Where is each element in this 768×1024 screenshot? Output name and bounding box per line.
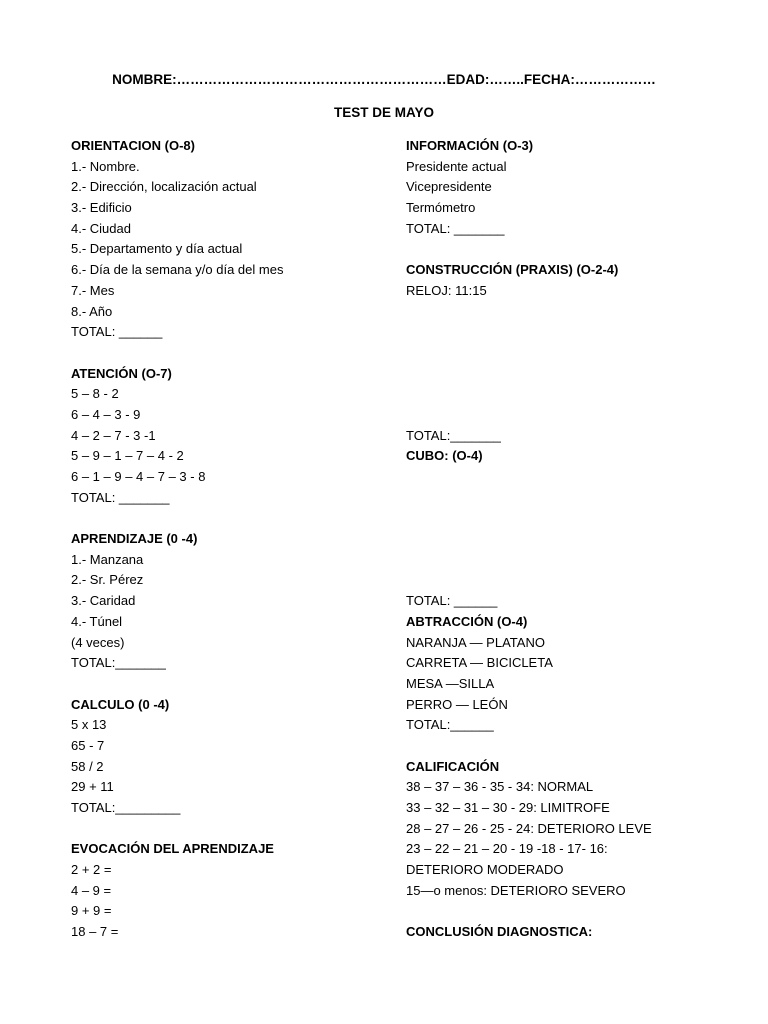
left-line: 5.- Departamento y día actual (71, 241, 243, 257)
left-line: 4.- Túnel (71, 613, 123, 629)
left-line (71, 819, 391, 840)
left-line: 5 – 9 – 1 – 7 – 4 - 2 (71, 448, 184, 464)
left-line: 5 x 13 (71, 717, 107, 733)
left-line: TOTAL:_________ (71, 800, 181, 815)
right-section-heading: CALIFICACIÓN (406, 758, 500, 774)
left-line (71, 674, 391, 695)
right-line: MESA —SILLA (406, 675, 495, 691)
right-line: 28 – 27 – 26 - 25 - 24: DETERIORO LEVE (406, 820, 652, 836)
right-line (406, 550, 746, 571)
right-line: TOTAL: ______ (406, 593, 498, 609)
left-section-heading: EVOCACIÓN DEL APRENDIZAJE (71, 841, 274, 857)
left-line: 5 – 8 - 2 (71, 386, 119, 402)
left-line: TOTAL: _______ (71, 489, 170, 505)
right-line (406, 508, 746, 529)
right-line (406, 488, 746, 509)
right-line: PERRO — LEÓN (406, 696, 508, 712)
right-section-heading: ABTRACCIÓN (O-4) (406, 613, 528, 629)
left-line: 7.- Mes (71, 282, 115, 298)
left-line: TOTAL: ______ (71, 324, 163, 340)
right-line: 38 – 37 – 36 - 35 - 34: NORMAL (406, 779, 594, 795)
left-line: 29 + 11 (71, 779, 114, 795)
right-line: TOTAL: _______ (406, 220, 505, 236)
right-column (406, 136, 746, 943)
left-line: 4 – 9 = (71, 882, 112, 898)
right-line: DETERIORO MODERADO (406, 862, 564, 878)
right-line: 33 – 32 – 31 – 30 - 29: LIMITROFE (406, 800, 610, 815)
left-line: 2.- Sr. Pérez (71, 572, 144, 588)
right-line (406, 239, 746, 260)
right-line (406, 405, 746, 426)
right-line (406, 570, 746, 591)
left-line: 8.- Año (71, 303, 113, 319)
left-line: 9 + 9 = (71, 903, 112, 919)
left-line: 58 / 2 (71, 758, 104, 774)
right-line (406, 322, 746, 343)
right-line: Termómetro (406, 200, 476, 216)
left-section-heading: ORIENTACION (O-8) (71, 138, 195, 153)
left-line: 4 – 2 – 7 - 3 -1 (71, 427, 156, 443)
right-line (406, 736, 746, 757)
left-line (71, 508, 391, 529)
right-line: Vicepresidente (406, 179, 492, 195)
header-fields-line: NOMBRE:……………………………………………………EDAD:……..FECHA:……………… (112, 72, 656, 87)
left-line: 2.- Dirección, localización actual (71, 179, 257, 195)
left-line: 1.- Nombre. (71, 158, 140, 174)
right-section-heading: INFORMACIÓN (O-3) (406, 138, 534, 153)
right-line (406, 343, 746, 364)
left-section-heading: APRENDIZAJE (0 -4) (71, 531, 198, 547)
right-line (406, 529, 746, 550)
left-line: 6 – 4 – 3 - 9 (71, 406, 141, 422)
document-title: TEST DE MAYO (333, 105, 435, 120)
right-line: RELOJ: 11:15 (406, 282, 487, 298)
left-line: 2 + 2 = (71, 862, 112, 878)
right-line (406, 384, 746, 405)
right-section-heading: CONSTRUCCIÓN (PRAXIS) (O-2-4) (406, 262, 619, 278)
left-line (71, 343, 391, 364)
right-line (406, 467, 746, 488)
left-line: 3.- Caridad (71, 593, 136, 609)
right-line: TOTAL:_______ (406, 427, 501, 443)
left-line: 3.- Edificio (71, 200, 132, 216)
left-line: 65 - 7 (71, 737, 105, 753)
right-section-heading: CUBO: (O-4) (406, 448, 483, 464)
left-line: 6.- Día de la semana y/o día del mes (71, 262, 284, 278)
right-line (406, 364, 746, 385)
right-section-heading: CONCLUSIÓN DIAGNOSTICA: (406, 924, 593, 940)
left-section-heading: CALCULO (0 -4) (71, 696, 170, 712)
left-line: 4.- Ciudad (71, 220, 131, 236)
left-line: 1.- Manzana (71, 551, 144, 567)
left-section-heading: ATENCIÓN (O-7) (71, 365, 172, 381)
left-line: TOTAL:_______ (71, 655, 166, 671)
right-line: TOTAL:______ (406, 717, 494, 733)
left-line: 18 – 7 = (71, 924, 119, 940)
left-line: 6 – 1 – 9 – 4 – 7 – 3 - 8 (71, 469, 206, 484)
right-line: NARANJA — PLATANO (406, 634, 545, 650)
right-line: 15—o menos: DETERIORO SEVERO (406, 882, 626, 898)
left-line: (4 veces) (71, 634, 125, 650)
left-column (71, 136, 391, 943)
right-line: 23 – 22 – 21 – 20 - 19 -18 - 17- 16: (406, 841, 608, 857)
right-line: CARRETA — BICICLETA (406, 655, 553, 671)
right-line (406, 901, 746, 922)
right-line (406, 302, 746, 323)
right-line: Presidente actual (406, 158, 507, 174)
